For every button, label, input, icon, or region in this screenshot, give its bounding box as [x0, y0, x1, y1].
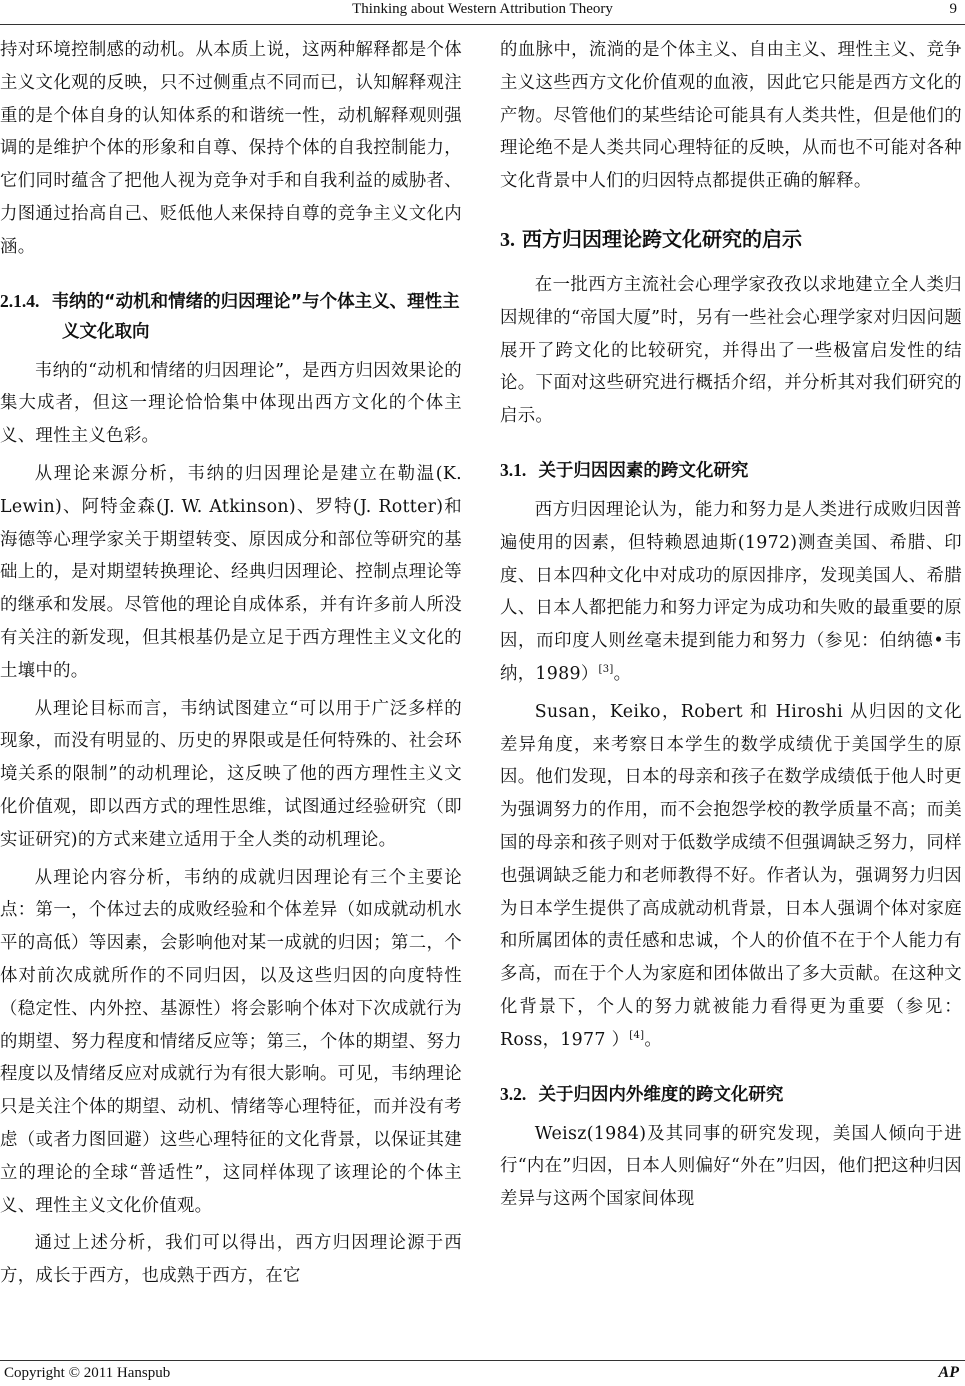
paragraph: Weisz(1984)及其同事的研究发现，美国人倾向于进行“内在”归因，日本人则偏好“外在”归因，他们把这种归因差异与这两个国家间体现 [500, 1123, 962, 1210]
paragraph: 从理论来源分析，韦纳的归因理论是建立在勒温(K. Lewin)、阿特金森(J. W. Atkinson)、罗特(J. Rotter)和海德等心理学家关于期望转变、原因成分和部位等研究的基础上的，是对期望转换理论、经典归因理论、控制点理论等的继承和发展。尽管他的理论自成体系，并有许多前人所没有关注的新发现，但其根基仍是立足于西方理性主义文化的土壤中的。 [0, 463, 462, 681]
section-heading-3-2 [500, 1079, 962, 1110]
citation-ref: [4] [629, 1029, 645, 1041]
paragraph-end: 。 [644, 1029, 663, 1050]
paragraph [500, 696, 962, 1057]
section-title: 关于归因内外维度的跨文化研究 [538, 1084, 784, 1105]
paragraph: 韦纳的“动机和情绪的归因理论”，是西方归因效果论的集大成者，但这一理论恰恰集中体现出西方文化的个体主义、理性主义色彩。 [0, 360, 462, 447]
section-title: 韦纳的“动机和情绪的归因理论”与个体主义、理性主义文化取向 [51, 291, 460, 342]
copyright: Copyright © 2011 Hanspub [4, 1365, 171, 1381]
paragraph: 的血脉中，流淌的是个体主义、自由主义、理性主义、竞争主义这些西方文化价值观的血液，因此它只能是西方文化的产物。尽管他们的某些结论可能具有人类共性，但是他们的理论绝不是人类共同心理特征的反映，从而也不可能对各种文化背景中人们的归因特点都提供正确的解释。 [500, 40, 962, 192]
left-column [0, 34, 462, 1298]
page-footer [0, 1360, 965, 1386]
paragraph: 通过上述分析，我们可以得出，西方归因理论源于西方，成长于西方，也成熟于西方，在它 [0, 1233, 462, 1287]
section-title: 西方归因理论跨文化研究的启示 [521, 226, 802, 251]
footer-rule [0, 1360, 965, 1361]
page-header [0, 0, 965, 26]
page-number: 9 [949, 1, 957, 17]
section-title: 关于归因因素的跨文化研究 [538, 460, 749, 481]
section-number: 2.1.4. [0, 290, 40, 311]
right-column [500, 34, 962, 1221]
header-rule [0, 24, 965, 25]
paragraph-text: 西方归因理论认为，能力和努力是人类进行成败归因普遍使用的因素，但特赖恩迪斯(1972)测查美国、希腊、印度、日本四种文化中对成功的原因排序，发现美国人、希腊人、日本人都把能力和努力评定为成功和失败的最重要的原因，而印度人则丝毫未提到能力和努力（参见：伯纳德•韦纳，1989） [500, 499, 962, 684]
paragraph-text: Susan，Keiko，Robert 和 Hiroshi 从归因的文化差异角度，来考察日本学生的数学成绩优于美国学生的原因。他们发现，日本的母亲和孩子在数学成绩低于他人时更为强调努力的作用，而不会抱怨学校的教学质量不高；而美国的母亲和孩子则对于低数学成绩不但强调缺乏努力，同样也强调缺乏能力和老师教得不好。作者认为，强调努力归因为日本学生提供了高成就动机背景，日本人强调个体对家庭和所属团体的责任感和忠诚，个人的价值不在于个人能力有多高，而在于个人为家庭和团体做出了多大贡献。在这种文化背景下，个人的努力就被能力看得更为重要（参见：Ross，1977 ） [500, 701, 962, 1050]
paragraph: 从理论内容分析，韦纳的成就归因理论有三个主要论点：第一，个体过去的成败经验和个体差异（如成就动机水平的高低）等因素，会影响他对某一成就的归因；第二，个体对前次成就所作的不同归因，以及这些归因的向度特性（稳定性、内外控、基源性）将会影响个体对下次成就行为的期望、努力程度和情绪反应等；第三，个体的期望、努力程度以及情绪反应对成就行为有很大影响。可见，韦纳理论只是关注个体的期望、动机、情绪等心理特征，而并没有考虑（或者力图回避）这些心理特征的文化背景，以保证其建立的理论的全球“普适性”，这同样体现了该理论的个体主义、理性主义文化价值观。 [0, 867, 462, 1216]
section-number: 3.2. [500, 1083, 527, 1104]
section-heading-3 [500, 224, 962, 255]
running-title: Thinking about Western Attribution Theory [352, 1, 613, 17]
section-number: 3. [500, 228, 515, 251]
citation-ref: [3] [598, 664, 614, 676]
paragraph: 从理论目标而言，韦纳试图建立“可以用于广泛多样的现象，而没有明显的、历史的界限或是任何特殊的、社会环境关系的限制”的动机理论，这反映了他的西方理性主义文化价值观，即以西方式的理性思维，试图通过经验研究（即实证研究)的方式来建立适用于全人类的动机理论。 [0, 698, 462, 850]
paragraph [500, 494, 962, 691]
section-number: 3.1. [500, 459, 527, 480]
journal-abbrev: AP [938, 1364, 959, 1381]
paragraph-end: 。 [613, 663, 632, 684]
section-heading-2-1-4 [0, 286, 462, 347]
paragraph: 持对环境控制感的动机。从本质上说，这两种解释都是个体主义文化观的反映，只不过侧重点不同而已，认知解释观注重的是个体自身的认知体系的和谐统一性，动机解释观则强调的是维护个体的形象和自尊、保持个体的自我控制能力，它们同时蕴含了把他人视为竞争对手和自我利益的威胁者、力图通过抬高自己、贬低他人来保持自尊的竞争主义文化内涵。 [0, 40, 462, 257]
paragraph: 在一批西方主流社会心理学家孜孜以求地建立全人类归因规律的“帝国大厦”时，另有一些社会心理学家对归因问题展开了跨文化的比较研究，并得出了一些极富启发性的结论。下面对这些研究进行概括介绍，并分析其对我们研究的启示。 [500, 274, 962, 427]
section-heading-3-1 [500, 455, 962, 486]
